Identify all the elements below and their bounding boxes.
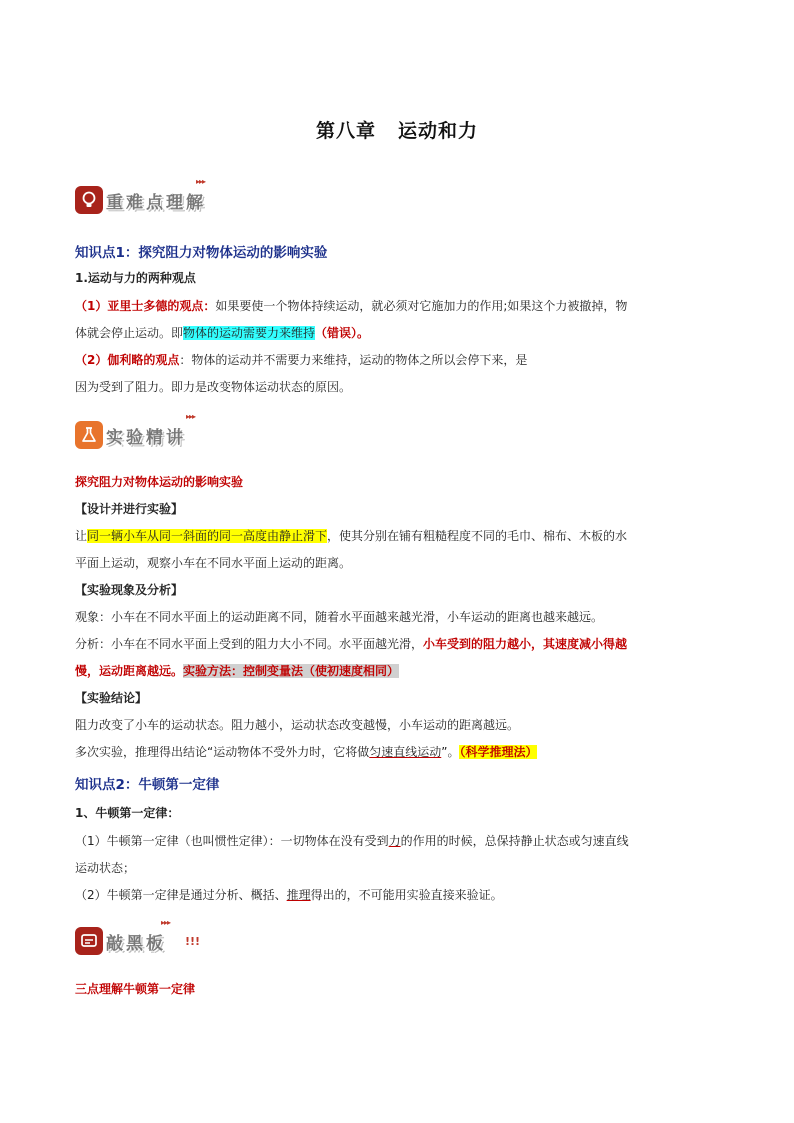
newton-l1-pre: （1）牛顿第一定律（也叫惯性定律）：一切物体在没有受到 bbox=[75, 834, 389, 848]
phenomenon-section-label: 【实验现象及分析】 bbox=[75, 583, 184, 597]
exclamation-marks: !!! bbox=[185, 935, 201, 948]
aristotle-label: （1）亚里士多德的观点： bbox=[75, 299, 216, 313]
section-banner-knock-blackboard bbox=[75, 918, 225, 957]
analysis-line2 bbox=[75, 661, 399, 681]
wrong-mark: （错误）。 bbox=[315, 326, 370, 340]
page-title bbox=[0, 116, 794, 143]
galileo-label: （2）伽利略的观点 bbox=[75, 353, 180, 367]
three-points-heading: 三点理解牛顿第一定律 bbox=[75, 982, 196, 996]
aristotle-line2-text: 体就会停止运动。即 bbox=[75, 326, 184, 340]
chapter-number: 第八章 bbox=[315, 120, 376, 142]
design-line2: 平面上运动，观察小车在不同水平面上运动的距离。 bbox=[75, 556, 352, 570]
reasoning-method-highlight: （科学推理法） bbox=[459, 745, 538, 759]
flask-icon bbox=[75, 421, 103, 449]
galileo-view-line2: 因为受到了阻力。即力是改变物体运动状态的原因。 bbox=[75, 380, 352, 394]
knowledge-point-2-heading: 知识点2：牛顿第一定律 bbox=[75, 777, 220, 793]
aristotle-view-paragraph bbox=[75, 296, 723, 316]
blackboard-icon bbox=[75, 927, 103, 955]
arrows-decoration: ▸▸▸ bbox=[161, 918, 171, 927]
arrows-decoration: ▸▸▸ bbox=[196, 177, 206, 186]
subheading-two-views: 1.运动与力的两种观点 bbox=[75, 271, 196, 285]
design-highlight: 同一辆小车从同一斜面的同一高度由静止滑下 bbox=[87, 529, 328, 543]
newton-law-line1 bbox=[75, 831, 723, 851]
reasoning-underlined: 推理 bbox=[286, 888, 311, 902]
observation-line: 观象：小车在不同水平面上的运动距离不同，随着水平面越来越光滑，小车运动的距离也越来越远。 bbox=[75, 610, 604, 624]
section-banner-experiment bbox=[75, 412, 225, 451]
knowledge-point-1-heading: 知识点1：探究阻力对物体运动的影响实验 bbox=[75, 245, 328, 261]
method-highlight: 实验方法：控制变量法（使初速度相同） bbox=[183, 664, 400, 678]
banner-label: 敲黑板 bbox=[106, 934, 166, 954]
galileo-text: ：物体的运动并不需要力来维持，运动的物体之所以会停下来，是 bbox=[179, 353, 528, 367]
design-pre: 让 bbox=[75, 529, 88, 543]
aristotle-highlight: 物体的运动需要力来维持 bbox=[183, 326, 316, 340]
newton-l2-post: 得出的，不可能用实验直接来验证。 bbox=[310, 888, 503, 902]
design-section-label: 【设计并进行实验】 bbox=[75, 502, 184, 516]
chapter-name: 运动和力 bbox=[398, 120, 479, 142]
analysis-red: 小车受到的阻力越小，其速度减小得越 bbox=[423, 637, 628, 651]
conclusion-pre: 多次实验，推理得出结论“运动物体不受外力时，它将做 bbox=[75, 745, 370, 759]
design-paragraph bbox=[75, 526, 723, 546]
arrows-decoration: ▸▸▸ bbox=[186, 412, 196, 421]
lightbulb-icon bbox=[75, 186, 103, 214]
section-banner-key-points bbox=[75, 177, 235, 216]
conclusion-line1: 阻力改变了小车的运动状态。阻力越小，运动状态改变越慢，小车运动的距离越远。 bbox=[75, 718, 520, 732]
newton-law-line2 bbox=[75, 885, 503, 905]
newton-law-subheading: 1、牛顿第一定律： bbox=[75, 806, 180, 820]
force-underlined: 力 bbox=[388, 834, 401, 848]
aristotle-text: 如果要使一个物体持续运动，就必须对它施加力的作用;如果这个力被撤掉，物 bbox=[215, 299, 628, 313]
banner-label: 重难点理解 bbox=[106, 193, 206, 213]
galileo-view-paragraph bbox=[75, 350, 527, 370]
banner-label: 实验精讲 bbox=[106, 428, 186, 448]
newton-l1-post: 的作用的时候，总保持静止状态或匀速直线 bbox=[400, 834, 629, 848]
analysis-paragraph bbox=[75, 634, 723, 654]
conclusion-line2 bbox=[75, 742, 537, 762]
analysis-pre: 分析：小车在不同水平面上受到的阻力大小不同。水平面越光滑， bbox=[75, 637, 424, 651]
conclusion-post: ”。 bbox=[441, 745, 460, 759]
analysis-red-2: 慢，运动距离越远。 bbox=[75, 664, 184, 678]
design-post: ，使其分别在铺有粗糙程度不同的毛巾、棉布、木板的水 bbox=[327, 529, 628, 543]
uniform-motion-underlined: 匀速直线运动 bbox=[369, 745, 442, 759]
experiment-heading: 探究阻力对物体运动的影响实验 bbox=[75, 475, 244, 489]
conclusion-section-label: 【实验结论】 bbox=[75, 691, 148, 705]
aristotle-view-line2 bbox=[75, 323, 369, 343]
newton-l2-pre: （2）牛顿第一定律是通过分析、概括、 bbox=[75, 888, 287, 902]
newton-law-line1b: 运动状态； bbox=[75, 861, 136, 875]
